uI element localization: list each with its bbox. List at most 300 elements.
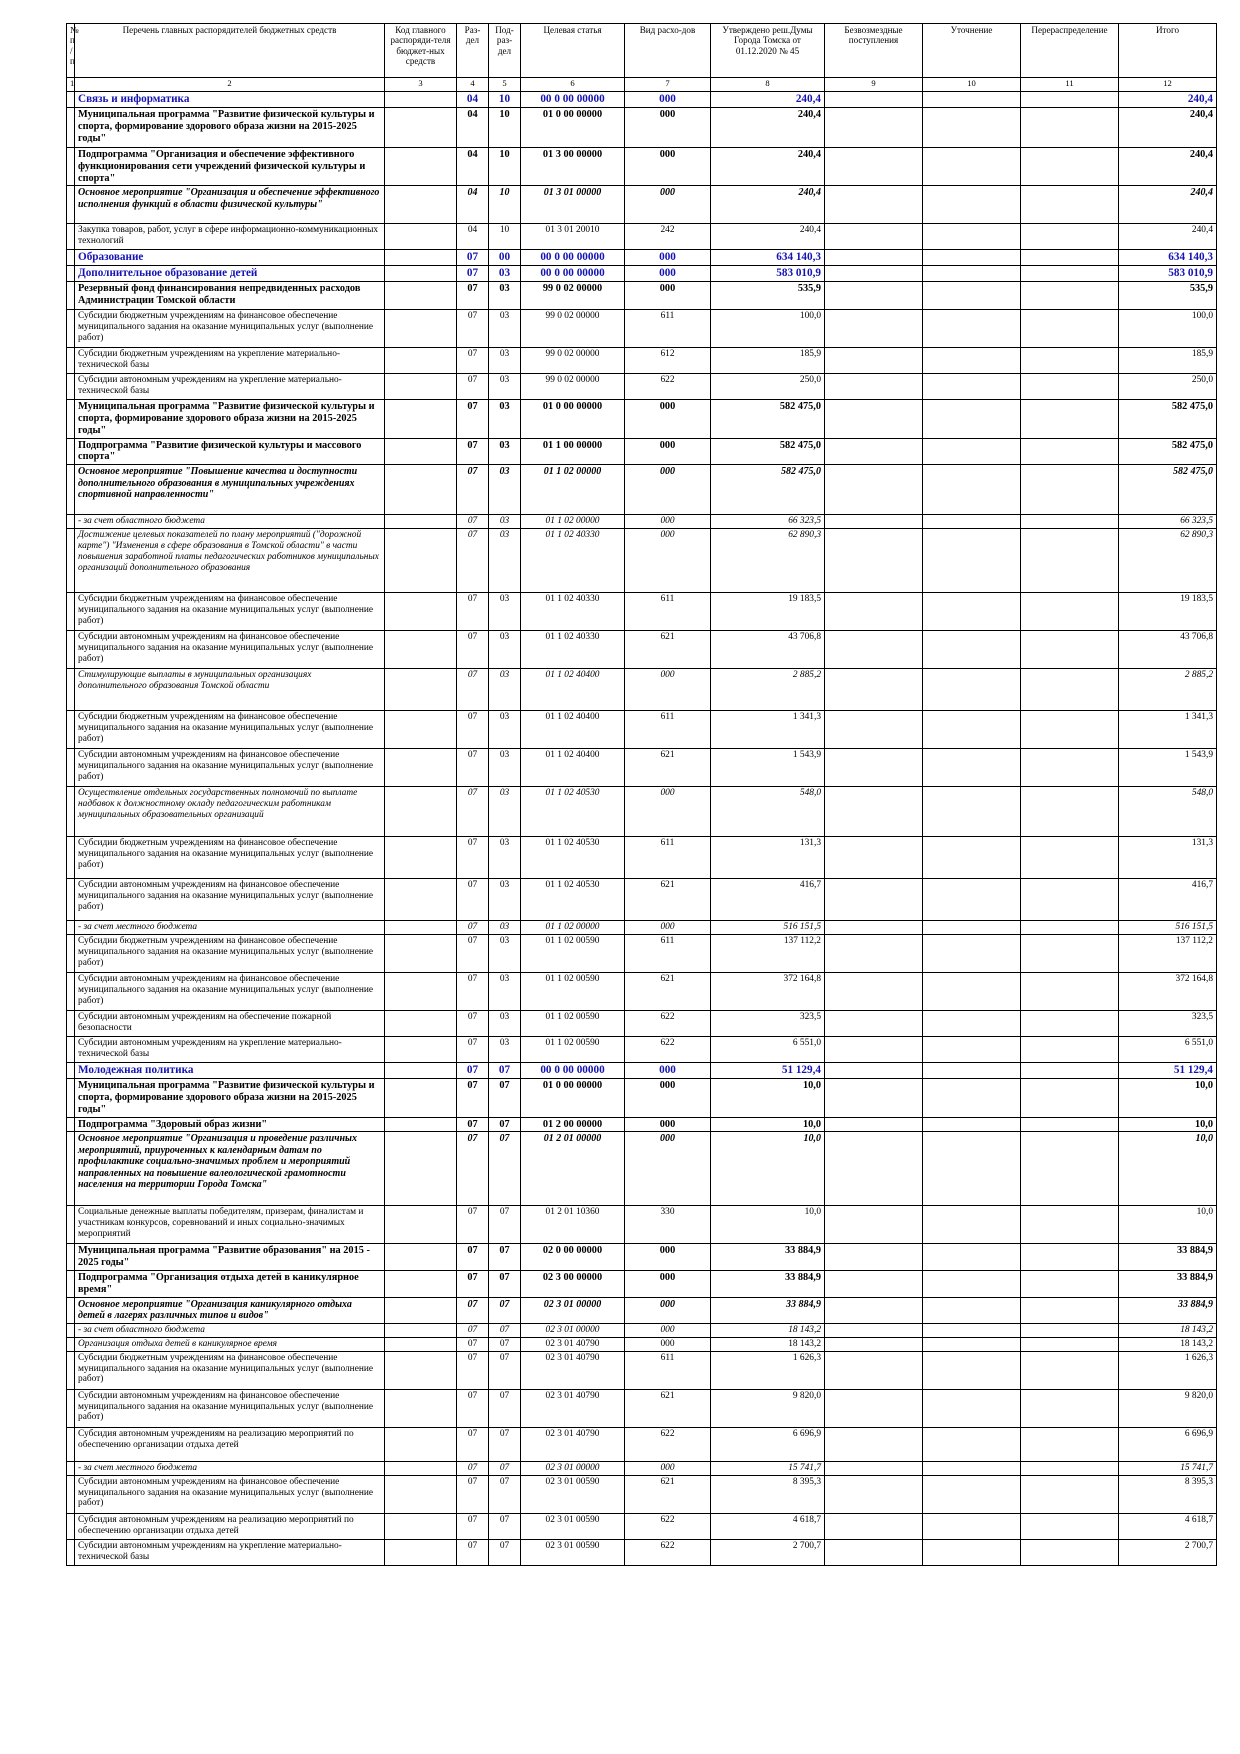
row-approved-cell: 240,4: [711, 224, 825, 250]
row-podrazdel-cell: 07: [489, 1461, 521, 1475]
row-statya-cell: 02 3 01 00590: [521, 1513, 625, 1539]
row-name-cell: Субсидии бюджетным учреждениям на финансовое обеспечение муниципального задания на оказание муниципальных услуг (выполнение работ): [75, 1351, 385, 1389]
row-razdel-cell: 07: [457, 348, 489, 374]
col-number: 3: [385, 78, 457, 92]
row-gratuitous-cell: [825, 1461, 923, 1475]
row-approved-cell: 582 475,0: [711, 400, 825, 438]
col-number: 12: [1119, 78, 1217, 92]
row-redistribution-cell: [1021, 107, 1119, 147]
row-vid-cell: 000: [625, 515, 711, 529]
row-gratuitous-cell: [825, 973, 923, 1011]
row-statya-cell: 01 1 02 00590: [521, 973, 625, 1011]
row-clarification-cell: [923, 1011, 1021, 1037]
row-clarification-cell: [923, 147, 1021, 185]
table-row: [67, 1271, 1217, 1298]
row-statya-cell: 02 3 01 00000: [521, 1323, 625, 1337]
table-row: [67, 1337, 1217, 1351]
row-grbs-cell: [385, 1389, 457, 1427]
row-podrazdel-cell: 07: [489, 1389, 521, 1427]
row-vid-cell: 611: [625, 711, 711, 749]
table-row: [67, 282, 1217, 310]
row-clarification-cell: [923, 1323, 1021, 1337]
col-header-num: № п/п: [67, 24, 75, 78]
row-vid-cell: 000: [625, 1337, 711, 1351]
row-redistribution-cell: [1021, 374, 1119, 400]
row-razdel-cell: 07: [457, 837, 489, 879]
row-number-cell: [67, 438, 75, 465]
row-razdel-cell: 07: [457, 1297, 489, 1323]
row-statya-cell: 01 2 00 00000: [521, 1117, 625, 1132]
row-redistribution-cell: [1021, 310, 1119, 348]
row-razdel-cell: 07: [457, 749, 489, 787]
col-header-vid: Вид расхо-дов: [625, 24, 711, 78]
row-gratuitous-cell: [825, 787, 923, 837]
row-approved-cell: 583 010,9: [711, 266, 825, 282]
col-number: 5: [489, 78, 521, 92]
row-vid-cell: 000: [625, 186, 711, 224]
row-redistribution-cell: [1021, 593, 1119, 631]
row-statya-cell: 02 0 00 00000: [521, 1244, 625, 1271]
row-total-cell: 100,0: [1119, 310, 1217, 348]
row-total-cell: 137 112,2: [1119, 935, 1217, 973]
row-clarification-cell: [923, 374, 1021, 400]
col-header-gratuitous: Безвозмездные поступления: [825, 24, 923, 78]
row-statya-cell: 99 0 02 00000: [521, 374, 625, 400]
row-gratuitous-cell: [825, 1475, 923, 1513]
row-statya-cell: 00 0 00 00000: [521, 1063, 625, 1079]
row-total-cell: 33 884,9: [1119, 1271, 1217, 1298]
row-redistribution-cell: [1021, 973, 1119, 1011]
row-razdel-cell: 07: [457, 1011, 489, 1037]
col-header-approved: Утверждено реш.Думы Города Томска от 01.12.2020 № 45: [711, 24, 825, 78]
col-header-total: Итого: [1119, 24, 1217, 78]
row-number-cell: [67, 787, 75, 837]
row-clarification-cell: [923, 1427, 1021, 1461]
row-razdel-cell: 04: [457, 107, 489, 147]
row-total-cell: 582 475,0: [1119, 438, 1217, 465]
row-approved-cell: 1 341,3: [711, 711, 825, 749]
table-row: [67, 266, 1217, 282]
row-name-cell: Субсидии автономным учреждениям на финансовое обеспечение муниципального задания на оказание муниципальных услуг (выполнение работ): [75, 1389, 385, 1427]
row-gratuitous-cell: [825, 1011, 923, 1037]
row-podrazdel-cell: 07: [489, 1513, 521, 1539]
row-vid-cell: 000: [625, 438, 711, 465]
row-grbs-cell: [385, 631, 457, 669]
row-razdel-cell: 07: [457, 1337, 489, 1351]
row-redistribution-cell: [1021, 879, 1119, 921]
table-row: [67, 1389, 1217, 1427]
row-vid-cell: 000: [625, 465, 711, 515]
row-total-cell: 240,4: [1119, 186, 1217, 224]
row-name-cell: - за счет областного бюджета: [75, 1323, 385, 1337]
row-vid-cell: 000: [625, 1063, 711, 1079]
row-razdel-cell: 07: [457, 515, 489, 529]
row-redistribution-cell: [1021, 787, 1119, 837]
row-total-cell: 62 890,3: [1119, 529, 1217, 593]
row-redistribution-cell: [1021, 1461, 1119, 1475]
row-podrazdel-cell: 03: [489, 837, 521, 879]
row-vid-cell: 611: [625, 1351, 711, 1389]
row-grbs-cell: [385, 282, 457, 310]
row-statya-cell: 02 3 01 00000: [521, 1297, 625, 1323]
row-total-cell: 10,0: [1119, 1117, 1217, 1132]
row-vid-cell: 000: [625, 250, 711, 266]
row-podrazdel-cell: 03: [489, 529, 521, 593]
row-gratuitous-cell: [825, 515, 923, 529]
row-number-cell: [67, 92, 75, 108]
row-total-cell: 33 884,9: [1119, 1244, 1217, 1271]
row-name-cell: Связь и информатика: [75, 92, 385, 108]
row-grbs-cell: [385, 1011, 457, 1037]
row-number-cell: [67, 348, 75, 374]
row-clarification-cell: [923, 1351, 1021, 1389]
row-vid-cell: 621: [625, 1389, 711, 1427]
row-statya-cell: 02 3 01 00000: [521, 1461, 625, 1475]
row-podrazdel-cell: 03: [489, 973, 521, 1011]
row-statya-cell: 01 1 02 00000: [521, 465, 625, 515]
row-total-cell: 583 010,9: [1119, 266, 1217, 282]
row-redistribution-cell: [1021, 1351, 1119, 1389]
row-redistribution-cell: [1021, 1337, 1119, 1351]
row-total-cell: 185,9: [1119, 348, 1217, 374]
table-row: [67, 1323, 1217, 1337]
row-statya-cell: 01 1 02 00590: [521, 1011, 625, 1037]
row-razdel-cell: 07: [457, 374, 489, 400]
row-statya-cell: 02 3 01 40790: [521, 1427, 625, 1461]
row-name-cell: Субсидии бюджетным учреждениям на финансовое обеспечение муниципального задания на оказание муниципальных услуг (выполнение работ): [75, 310, 385, 348]
row-name-cell: - за счет местного бюджета: [75, 921, 385, 935]
row-vid-cell: 330: [625, 1206, 711, 1244]
row-total-cell: 240,4: [1119, 107, 1217, 147]
row-number-cell: [67, 921, 75, 935]
row-clarification-cell: [923, 1271, 1021, 1298]
row-grbs-cell: [385, 1427, 457, 1461]
table-body: [67, 92, 1217, 1566]
row-approved-cell: 372 164,8: [711, 973, 825, 1011]
row-gratuitous-cell: [825, 224, 923, 250]
table-header-row: [67, 24, 1217, 78]
row-gratuitous-cell: [825, 1244, 923, 1271]
row-name-cell: Субсидии автономным учреждениям на укрепление материально-технической базы: [75, 1037, 385, 1063]
row-clarification-cell: [923, 107, 1021, 147]
row-statya-cell: 01 3 01 00000: [521, 186, 625, 224]
row-grbs-cell: [385, 921, 457, 935]
table-row: [67, 186, 1217, 224]
row-name-cell: Стимулирующие выплаты в муниципальных организациях дополнительного образования Томской области: [75, 669, 385, 711]
row-total-cell: 416,7: [1119, 879, 1217, 921]
row-vid-cell: 000: [625, 1079, 711, 1117]
row-approved-cell: 62 890,3: [711, 529, 825, 593]
row-approved-cell: 516 151,5: [711, 921, 825, 935]
row-total-cell: 634 140,3: [1119, 250, 1217, 266]
table-row: [67, 438, 1217, 465]
row-razdel-cell: 07: [457, 282, 489, 310]
row-name-cell: Социальные денежные выплаты победителям, призерам, финалистам и участникам конкурсов, соревнований и иных социально-значимых мероприятий: [75, 1206, 385, 1244]
row-statya-cell: 99 0 02 00000: [521, 348, 625, 374]
row-grbs-cell: [385, 266, 457, 282]
row-razdel-cell: 07: [457, 1513, 489, 1539]
row-total-cell: 15 741,7: [1119, 1461, 1217, 1475]
row-podrazdel-cell: 07: [489, 1063, 521, 1079]
row-number-cell: [67, 669, 75, 711]
row-number-cell: [67, 935, 75, 973]
row-vid-cell: 000: [625, 1132, 711, 1206]
row-podrazdel-cell: 03: [489, 465, 521, 515]
row-approved-cell: 582 475,0: [711, 438, 825, 465]
row-podrazdel-cell: 03: [489, 266, 521, 282]
row-vid-cell: 000: [625, 147, 711, 185]
table-row: [67, 1539, 1217, 1565]
table-row: [67, 1206, 1217, 1244]
row-podrazdel-cell: 07: [489, 1079, 521, 1117]
row-podrazdel-cell: 03: [489, 921, 521, 935]
row-razdel-cell: 04: [457, 224, 489, 250]
row-gratuitous-cell: [825, 1351, 923, 1389]
row-razdel-cell: 07: [457, 438, 489, 465]
row-name-cell: Субсидии бюджетным учреждениям на финансовое обеспечение муниципального задания на оказание муниципальных услуг (выполнение работ): [75, 837, 385, 879]
row-total-cell: 323,5: [1119, 1011, 1217, 1037]
row-podrazdel-cell: 07: [489, 1271, 521, 1298]
row-clarification-cell: [923, 1461, 1021, 1475]
row-total-cell: 582 475,0: [1119, 400, 1217, 438]
row-grbs-cell: [385, 837, 457, 879]
table-row: [67, 400, 1217, 438]
row-razdel-cell: 07: [457, 921, 489, 935]
table-row: [67, 1297, 1217, 1323]
row-vid-cell: 000: [625, 1271, 711, 1298]
row-podrazdel-cell: 03: [489, 282, 521, 310]
row-approved-cell: 2 885,2: [711, 669, 825, 711]
table-row: [67, 1063, 1217, 1079]
row-statya-cell: 99 0 02 00000: [521, 310, 625, 348]
row-name-cell: Основное мероприятие "Повышение качества и доступности дополнительного образования в муниципальных учреждениях спортивной направленности": [75, 465, 385, 515]
row-redistribution-cell: [1021, 348, 1119, 374]
row-approved-cell: 66 323,5: [711, 515, 825, 529]
row-clarification-cell: [923, 438, 1021, 465]
row-clarification-cell: [923, 92, 1021, 108]
row-clarification-cell: [923, 1539, 1021, 1565]
row-statya-cell: 99 0 02 00000: [521, 282, 625, 310]
row-clarification-cell: [923, 935, 1021, 973]
row-razdel-cell: 07: [457, 1389, 489, 1427]
row-gratuitous-cell: [825, 711, 923, 749]
row-clarification-cell: [923, 749, 1021, 787]
row-approved-cell: 8 395,3: [711, 1475, 825, 1513]
row-gratuitous-cell: [825, 879, 923, 921]
row-gratuitous-cell: [825, 250, 923, 266]
row-podrazdel-cell: 07: [489, 1244, 521, 1271]
row-razdel-cell: 07: [457, 1351, 489, 1389]
row-statya-cell: 02 3 01 40790: [521, 1337, 625, 1351]
row-vid-cell: 000: [625, 92, 711, 108]
row-podrazdel-cell: 03: [489, 374, 521, 400]
row-number-cell: [67, 631, 75, 669]
row-total-cell: 8 395,3: [1119, 1475, 1217, 1513]
row-podrazdel-cell: 07: [489, 1337, 521, 1351]
row-grbs-cell: [385, 1037, 457, 1063]
row-total-cell: 2 885,2: [1119, 669, 1217, 711]
row-podrazdel-cell: 10: [489, 92, 521, 108]
table-row: [67, 147, 1217, 185]
row-razdel-cell: 07: [457, 1079, 489, 1117]
row-gratuitous-cell: [825, 282, 923, 310]
row-redistribution-cell: [1021, 1244, 1119, 1271]
row-grbs-cell: [385, 879, 457, 921]
table-row: [67, 749, 1217, 787]
row-grbs-cell: [385, 1513, 457, 1539]
row-redistribution-cell: [1021, 921, 1119, 935]
row-approved-cell: 131,3: [711, 837, 825, 879]
row-name-cell: Субсидии автономным учреждениям на финансовое обеспечение муниципального задания на оказание муниципальных услуг (выполнение работ): [75, 973, 385, 1011]
row-name-cell: Закупка товаров, работ, услуг в сфере информационно-коммуникационных технологий: [75, 224, 385, 250]
row-redistribution-cell: [1021, 400, 1119, 438]
row-number-cell: [67, 1389, 75, 1427]
row-razdel-cell: 07: [457, 1461, 489, 1475]
row-number-cell: [67, 1206, 75, 1244]
row-redistribution-cell: [1021, 465, 1119, 515]
row-podrazdel-cell: 07: [489, 1427, 521, 1461]
row-gratuitous-cell: [825, 266, 923, 282]
row-gratuitous-cell: [825, 935, 923, 973]
row-gratuitous-cell: [825, 669, 923, 711]
row-razdel-cell: 07: [457, 250, 489, 266]
row-approved-cell: 185,9: [711, 348, 825, 374]
row-podrazdel-cell: 10: [489, 107, 521, 147]
row-number-cell: [67, 1079, 75, 1117]
row-approved-cell: 2 700,7: [711, 1539, 825, 1565]
row-redistribution-cell: [1021, 282, 1119, 310]
row-statya-cell: 01 1 02 40530: [521, 879, 625, 921]
row-approved-cell: 250,0: [711, 374, 825, 400]
row-name-cell: Осуществление отдельных государственных полномочий по выплате надбавок к должностному окладу педагогическим работникам муниципальных образовательных организаций: [75, 787, 385, 837]
row-vid-cell: 611: [625, 837, 711, 879]
row-number-cell: [67, 593, 75, 631]
row-number-cell: [67, 1323, 75, 1337]
row-approved-cell: 240,4: [711, 92, 825, 108]
row-number-cell: [67, 400, 75, 438]
row-vid-cell: 000: [625, 1297, 711, 1323]
table-row: [67, 1475, 1217, 1513]
row-podrazdel-cell: 03: [489, 749, 521, 787]
table-row: [67, 224, 1217, 250]
col-number: 11: [1021, 78, 1119, 92]
row-razdel-cell: 07: [457, 1063, 489, 1079]
row-number-cell: [67, 1011, 75, 1037]
row-name-cell: Муниципальная программа "Развитие образования" на 2015 - 2025 годы": [75, 1244, 385, 1271]
row-grbs-cell: [385, 400, 457, 438]
row-clarification-cell: [923, 529, 1021, 593]
row-razdel-cell: 07: [457, 1206, 489, 1244]
col-header-statya: Целевая статья: [521, 24, 625, 78]
row-statya-cell: 01 1 02 40400: [521, 711, 625, 749]
row-clarification-cell: [923, 400, 1021, 438]
row-number-cell: [67, 310, 75, 348]
row-name-cell: Субсидии автономным учреждениям на укрепление материально-технической базы: [75, 1539, 385, 1565]
row-clarification-cell: [923, 1297, 1021, 1323]
row-podrazdel-cell: 07: [489, 1323, 521, 1337]
row-clarification-cell: [923, 879, 1021, 921]
row-vid-cell: 000: [625, 400, 711, 438]
row-statya-cell: 00 0 00 00000: [521, 92, 625, 108]
row-grbs-cell: [385, 749, 457, 787]
row-vid-cell: 612: [625, 348, 711, 374]
row-clarification-cell: [923, 282, 1021, 310]
row-grbs-cell: [385, 1079, 457, 1117]
row-statya-cell: 01 3 00 00000: [521, 147, 625, 185]
row-number-cell: [67, 282, 75, 310]
row-redistribution-cell: [1021, 1037, 1119, 1063]
row-redistribution-cell: [1021, 1079, 1119, 1117]
row-vid-cell: 000: [625, 1323, 711, 1337]
row-podrazdel-cell: 03: [489, 515, 521, 529]
row-grbs-cell: [385, 973, 457, 1011]
row-razdel-cell: 07: [457, 593, 489, 631]
row-name-cell: Субсидии бюджетным учреждениям на укрепление материально-технической базы: [75, 348, 385, 374]
row-total-cell: 535,9: [1119, 282, 1217, 310]
row-total-cell: 240,4: [1119, 147, 1217, 185]
row-name-cell: Субсидии автономным учреждениям на обеспечение пожарной безопасности: [75, 1011, 385, 1037]
row-total-cell: 240,4: [1119, 92, 1217, 108]
row-number-cell: [67, 515, 75, 529]
row-approved-cell: 9 820,0: [711, 1389, 825, 1427]
row-approved-cell: 240,4: [711, 147, 825, 185]
row-clarification-cell: [923, 1117, 1021, 1132]
row-grbs-cell: [385, 348, 457, 374]
row-clarification-cell: [923, 787, 1021, 837]
row-statya-cell: 01 1 02 40330: [521, 593, 625, 631]
table-row: [67, 1427, 1217, 1461]
row-statya-cell: 01 2 01 00000: [521, 1132, 625, 1206]
table-row: [67, 631, 1217, 669]
table-row: [67, 973, 1217, 1011]
row-vid-cell: 621: [625, 1475, 711, 1513]
row-clarification-cell: [923, 1079, 1021, 1117]
row-approved-cell: 1 543,9: [711, 749, 825, 787]
row-clarification-cell: [923, 250, 1021, 266]
table-row: [67, 1513, 1217, 1539]
table-row: [67, 879, 1217, 921]
row-vid-cell: 621: [625, 879, 711, 921]
table-row: [67, 1117, 1217, 1132]
row-razdel-cell: 07: [457, 1244, 489, 1271]
row-name-cell: Основное мероприятие "Организация каникулярного отдыха детей в лагерях различных типов и видов": [75, 1297, 385, 1323]
col-number: 10: [923, 78, 1021, 92]
row-number-cell: [67, 529, 75, 593]
row-gratuitous-cell: [825, 1427, 923, 1461]
row-approved-cell: 548,0: [711, 787, 825, 837]
table-row: [67, 787, 1217, 837]
row-redistribution-cell: [1021, 1297, 1119, 1323]
row-total-cell: 9 820,0: [1119, 1389, 1217, 1427]
row-approved-cell: 582 475,0: [711, 465, 825, 515]
row-razdel-cell: 07: [457, 1475, 489, 1513]
row-grbs-cell: [385, 1297, 457, 1323]
row-grbs-cell: [385, 1132, 457, 1206]
row-gratuitous-cell: [825, 465, 923, 515]
row-total-cell: 33 884,9: [1119, 1297, 1217, 1323]
row-razdel-cell: 04: [457, 92, 489, 108]
row-gratuitous-cell: [825, 1297, 923, 1323]
row-redistribution-cell: [1021, 515, 1119, 529]
row-podrazdel-cell: 03: [489, 310, 521, 348]
row-vid-cell: 622: [625, 1539, 711, 1565]
table-row: [67, 348, 1217, 374]
table-row: [67, 374, 1217, 400]
row-name-cell: Субсидии бюджетным учреждениям на финансовое обеспечение муниципального задания на оказание муниципальных услуг (выполнение работ): [75, 593, 385, 631]
row-razdel-cell: 07: [457, 711, 489, 749]
row-podrazdel-cell: 03: [489, 935, 521, 973]
row-gratuitous-cell: [825, 631, 923, 669]
